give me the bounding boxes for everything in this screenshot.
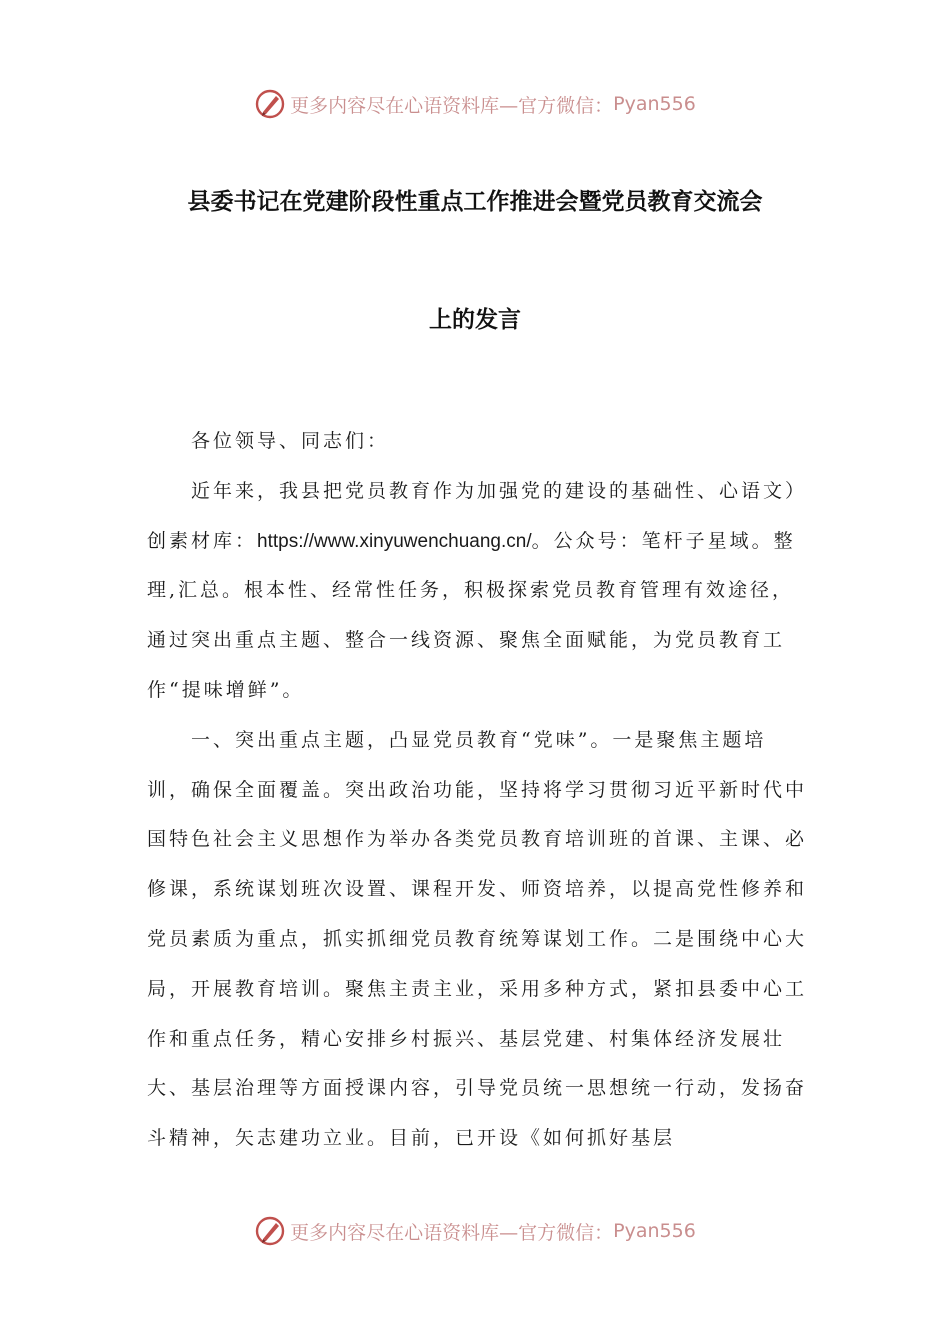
pen-logo-icon	[254, 1215, 286, 1247]
source-url-link[interactable]: https://www.xinyuwenchuang.cn/	[257, 530, 532, 552]
paragraph-1	[147, 467, 807, 716]
header-watermark-banner	[0, 84, 950, 124]
banner-wechat-handle: Pyan556	[613, 93, 696, 115]
banner-text: 更多内容尽在心语资料库—官方微信：	[290, 1221, 614, 1244]
document-body	[147, 417, 807, 1164]
greeting-paragraph: 各位领导、同志们：	[191, 430, 390, 452]
paragraph-2: 一、突出重点主题，凸显党员教育“党味”。一是聚焦主题培训，确保全面覆盖。突出政治功能，坚持将学习贯彻习近平新时代中国特色社会主义思想作为举办各类党员教育培训班的首课、主课、必修课，系统谋划班次设置、课程开发、师资培养，以提高党性修养和党员素质为重点，抓实抓细党员教育统筹谋划工作。二是围绕中心大局，开展教育培训。聚焦主责主业，采用多种方式，紧扣县委中心工作和重点任务，精心安排乡村振兴、基层党建、村集体经济发展壮大、基层治理等方面授课内容，引导党员统一思想统一行动，发扬奋斗精神，矢志建功立业。目前，已开设《如何抓好基层	[147, 728, 808, 1150]
document-title-line-2: 上的发言	[429, 307, 521, 333]
footer-watermark-banner	[0, 1211, 950, 1251]
banner-text: 更多内容尽在心语资料库—官方微信：	[290, 94, 614, 117]
paragraph-1-text-b: 。公众号：笔杆子星域。整理,汇总。根本性、经常性任务，积极探索党员教育管理有效途径，通过突出重点主题、整合一线资源、聚焦全面赋能，为党员教育工作“提味增鲜”。	[147, 529, 796, 701]
document-title-line-1: 县委书记在党建阶段性重点工作推进会暨党员教育交流会	[187, 189, 763, 215]
paragraph-1-text-a: 近年来，我县把党员教育作为加强党的建设的基础性、心语文）创素材库：	[147, 479, 808, 552]
pen-logo-icon	[254, 88, 286, 120]
banner-wechat-handle: Pyan556	[613, 1220, 696, 1242]
